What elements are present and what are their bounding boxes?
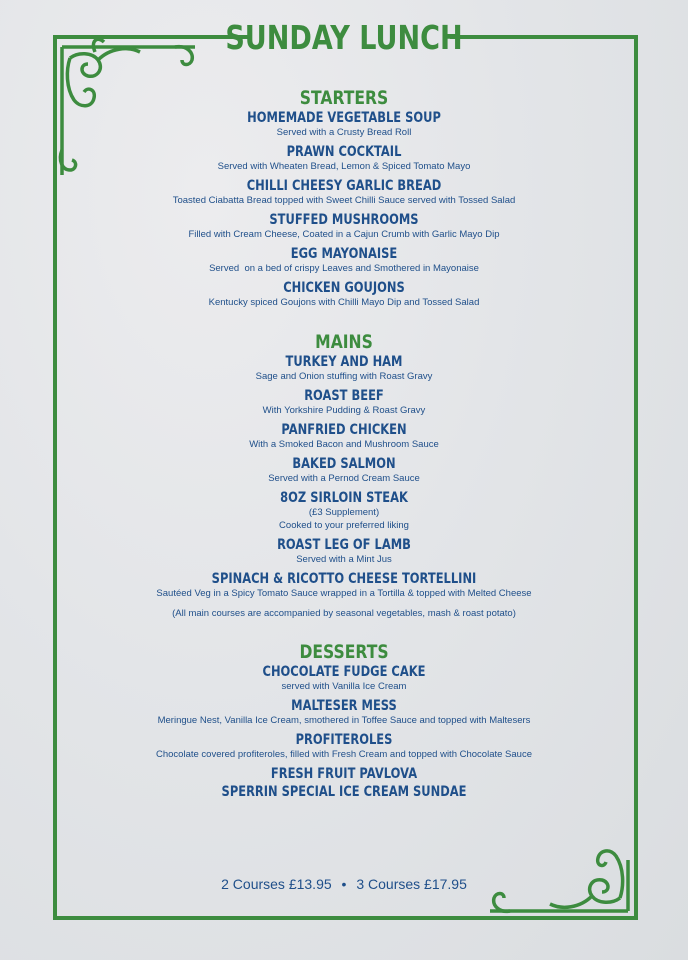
item-description: Kentucky spiced Goujons with Chilli Mayo Dip and Tossed Salad (208, 297, 480, 308)
menu-item (100, 571, 588, 600)
section-heading-mains: MAINS (315, 331, 373, 353)
item-description: Cooked to your preferred liking (279, 520, 409, 531)
item-description: Chocolate covered profiteroles, filled with Fresh Cream and topped with Chocolate Sauce (156, 749, 532, 760)
menu-item (100, 732, 588, 761)
item-name: BAKED SALMON (292, 456, 396, 472)
item-description: Served on a bed of crispy Leaves and Smothered in Mayonaise (209, 263, 479, 274)
item-description: served with Vanilla Ice Cream (281, 681, 407, 692)
menu-item (100, 784, 588, 801)
item-description: Served with Wheaten Bread, Lemon & Spiced Tomato Mayo (217, 161, 471, 172)
menu-item (100, 766, 588, 783)
menu-content (100, 86, 588, 801)
menu-item (100, 698, 588, 727)
menu-item (100, 212, 588, 241)
item-description: Sautéed Veg in a Spicy Tomato Sauce wrapped in a Tortilla & topped with Melted Cheese (156, 588, 532, 599)
item-name: STUFFED MUSHROOMS (269, 212, 419, 228)
item-name: CHICKEN GOUJONS (283, 280, 405, 296)
item-name: CHOCOLATE FUDGE CAKE (262, 664, 426, 680)
menu-item (100, 280, 588, 309)
menu-item (100, 664, 588, 693)
item-name: CHILLI CHEESY GARLIC BREAD (246, 178, 442, 194)
mains-section (100, 330, 588, 620)
menu-item (100, 246, 588, 275)
item-name: HOMEMADE VEGETABLE SOUP (247, 110, 441, 126)
menu-item (100, 388, 588, 417)
menu-item (100, 354, 588, 383)
item-name: MALTESER MESS (291, 698, 397, 714)
item-description: Meringue Nest, Vanilla Ice Cream, smothered in Toffee Sauce and topped with Maltesers (157, 715, 531, 726)
menu-item (100, 456, 588, 485)
menu-item (100, 178, 588, 207)
item-name: SPINACH & RICOTTO CHEESE TORTELLINI (211, 571, 477, 587)
price-separator: • (341, 876, 347, 892)
item-description: Sage and Onion stuffing with Roast Gravy (255, 371, 433, 382)
section-heading-starters: STARTERS (299, 87, 389, 109)
item-name: PROFITEROLES (295, 732, 393, 748)
mains-accompaniment-note: (All main courses are accompanied by seasonal vegetables, mash & roast potato) (172, 608, 516, 619)
item-description: Served with a Mint Jus (296, 554, 392, 565)
menu-item (100, 490, 588, 532)
menu-item (100, 537, 588, 566)
item-name: PRAWN COCKTAIL (286, 144, 402, 160)
menu-item (100, 110, 588, 139)
item-description: Served with a Crusty Bread Roll (276, 127, 412, 138)
menu-item (100, 144, 588, 173)
section-heading-desserts: DESSERTS (299, 641, 389, 663)
item-name: SPERRIN SPECIAL ICE CREAM SUNDAE (221, 784, 467, 800)
item-name: ROAST LEG OF LAMB (277, 537, 411, 553)
item-supplement: (£3 Supplement) (308, 507, 380, 518)
price-three-courses: 3 Courses £17.95 (356, 876, 467, 892)
menu-item (100, 422, 588, 451)
item-name: TURKEY AND HAM (285, 354, 403, 370)
starters-section (100, 86, 588, 309)
item-description: With a Smoked Bacon and Mushroom Sauce (249, 439, 439, 450)
item-description: Served with a Pernod Cream Sauce (268, 473, 420, 484)
item-name: PANFRIED CHICKEN (281, 422, 407, 438)
menu-title: SUNDAY LUNCH (225, 18, 463, 57)
price-two-courses: 2 Courses £13.95 (221, 876, 332, 892)
item-description: Filled with Cream Cheese, Coated in a Cajun Crumb with Garlic Mayo Dip (188, 229, 500, 240)
desserts-section (100, 640, 588, 801)
item-name: 8OZ SIRLOIN STEAK (280, 490, 408, 506)
item-description: Toasted Ciabatta Bread topped with Sweet Chilli Sauce served with Tossed Salad (172, 195, 516, 206)
item-description: With Yorkshire Pudding & Roast Gravy (262, 405, 426, 416)
item-name: EGG MAYONAISE (290, 246, 398, 262)
course-prices (0, 876, 688, 892)
item-name: FRESH FRUIT PAVLOVA (270, 766, 418, 782)
item-name: ROAST BEEF (304, 388, 384, 404)
